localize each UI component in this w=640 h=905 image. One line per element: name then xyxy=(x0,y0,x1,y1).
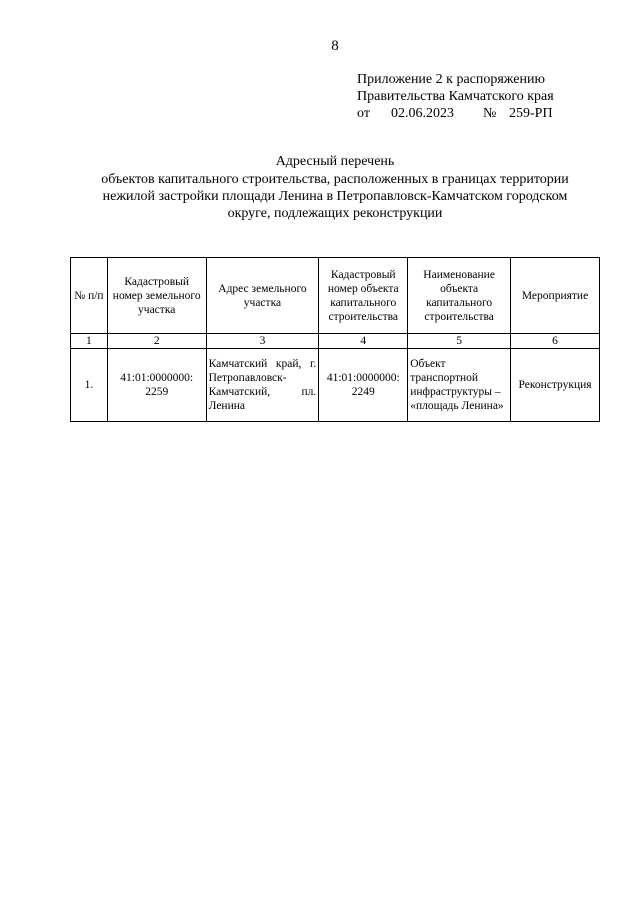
decree-number: 259-РП xyxy=(509,106,553,121)
appendix-block xyxy=(357,71,554,122)
row-number: 1. xyxy=(71,349,108,422)
header-measure: Мероприятие xyxy=(511,258,600,334)
page-number: 8 xyxy=(331,38,339,54)
title-line-4: округе, подлежащих реконструкции xyxy=(227,206,443,221)
object-name: Объект транспортной инфраструктуры – «площадь Ленина» xyxy=(408,349,511,422)
header-land-address: Адрес земельного участка xyxy=(206,258,319,334)
header-land-cadastral: Кадастровый номер земельного участка xyxy=(107,258,206,334)
appendix-line-1: Приложение 2 к распоряжению xyxy=(357,72,545,87)
date-prefix: от xyxy=(357,106,370,121)
column-number: 4 xyxy=(319,334,408,349)
column-number: 6 xyxy=(511,334,600,349)
land-cadastral-number: 41:01:0000000: 2259 xyxy=(107,349,206,422)
table-header-row xyxy=(71,258,600,334)
appendix-date-row xyxy=(357,105,554,122)
column-number: 1 xyxy=(71,334,108,349)
table-row xyxy=(71,349,600,422)
object-cadastral-number: 41:01:0000000: 2249 xyxy=(319,349,408,422)
decree-date: 02.06.2023 xyxy=(391,106,454,121)
number-sign: № xyxy=(483,106,497,121)
appendix-line-2: Правительства Камчатского края xyxy=(357,89,554,104)
column-number-row xyxy=(71,334,600,349)
address-register-table xyxy=(70,257,600,422)
column-number: 5 xyxy=(408,334,511,349)
land-address: Камчатский край, г. Петропавловск-Камчатский, пл. Ленина xyxy=(206,349,319,422)
header-object-name: Наименование объекта капитального строительства xyxy=(408,258,511,334)
column-number: 2 xyxy=(107,334,206,349)
title-line-3: нежилой застройки площади Ленина в Петропавловск-Камчатском городском xyxy=(102,189,568,204)
measure: Реконструкция xyxy=(511,349,600,422)
document-title xyxy=(70,153,600,222)
header-object-cadastral: Кадастровый номер объекта капитального строительства xyxy=(319,258,408,334)
column-number: 3 xyxy=(206,334,319,349)
title-line-2: объектов капитального строительства, расположенных в границах территории xyxy=(101,172,569,187)
title-line-1: Адресный перечень xyxy=(275,154,395,169)
header-number: № п/п xyxy=(71,258,108,334)
